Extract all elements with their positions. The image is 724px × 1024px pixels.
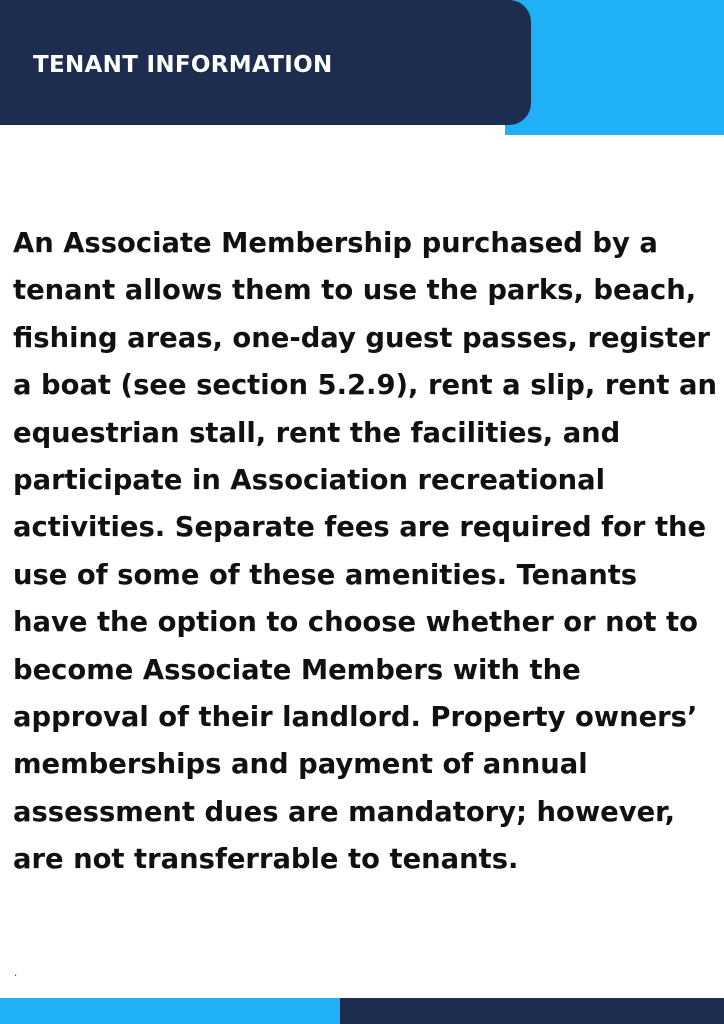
footer-accent-bar — [0, 998, 340, 1024]
header-accent-block — [505, 0, 724, 135]
tenant-info-paragraph: An Associate Membership purchased by a tenant allows them to use the parks, beach, fishing areas, one-day guest passes, register a boat (see section 5.2.9), rent a slip, rent an equestrian stall, rent the facilities, and participate in Association recreational activities. Separate fees are required for the use of some of these amenities. Tenants have the option to choose whether or not to become Associate Members with the approval of their landlord. Property owners’ memberships and payment of annual assessment dues are mandatory; however, are not transferrable to tenants. — [13, 228, 718, 876]
page-title: TENANT INFORMATION — [33, 52, 333, 78]
footer-mark: . — [14, 968, 18, 979]
header-banner — [0, 0, 531, 125]
footer-navy-bar — [340, 998, 724, 1024]
